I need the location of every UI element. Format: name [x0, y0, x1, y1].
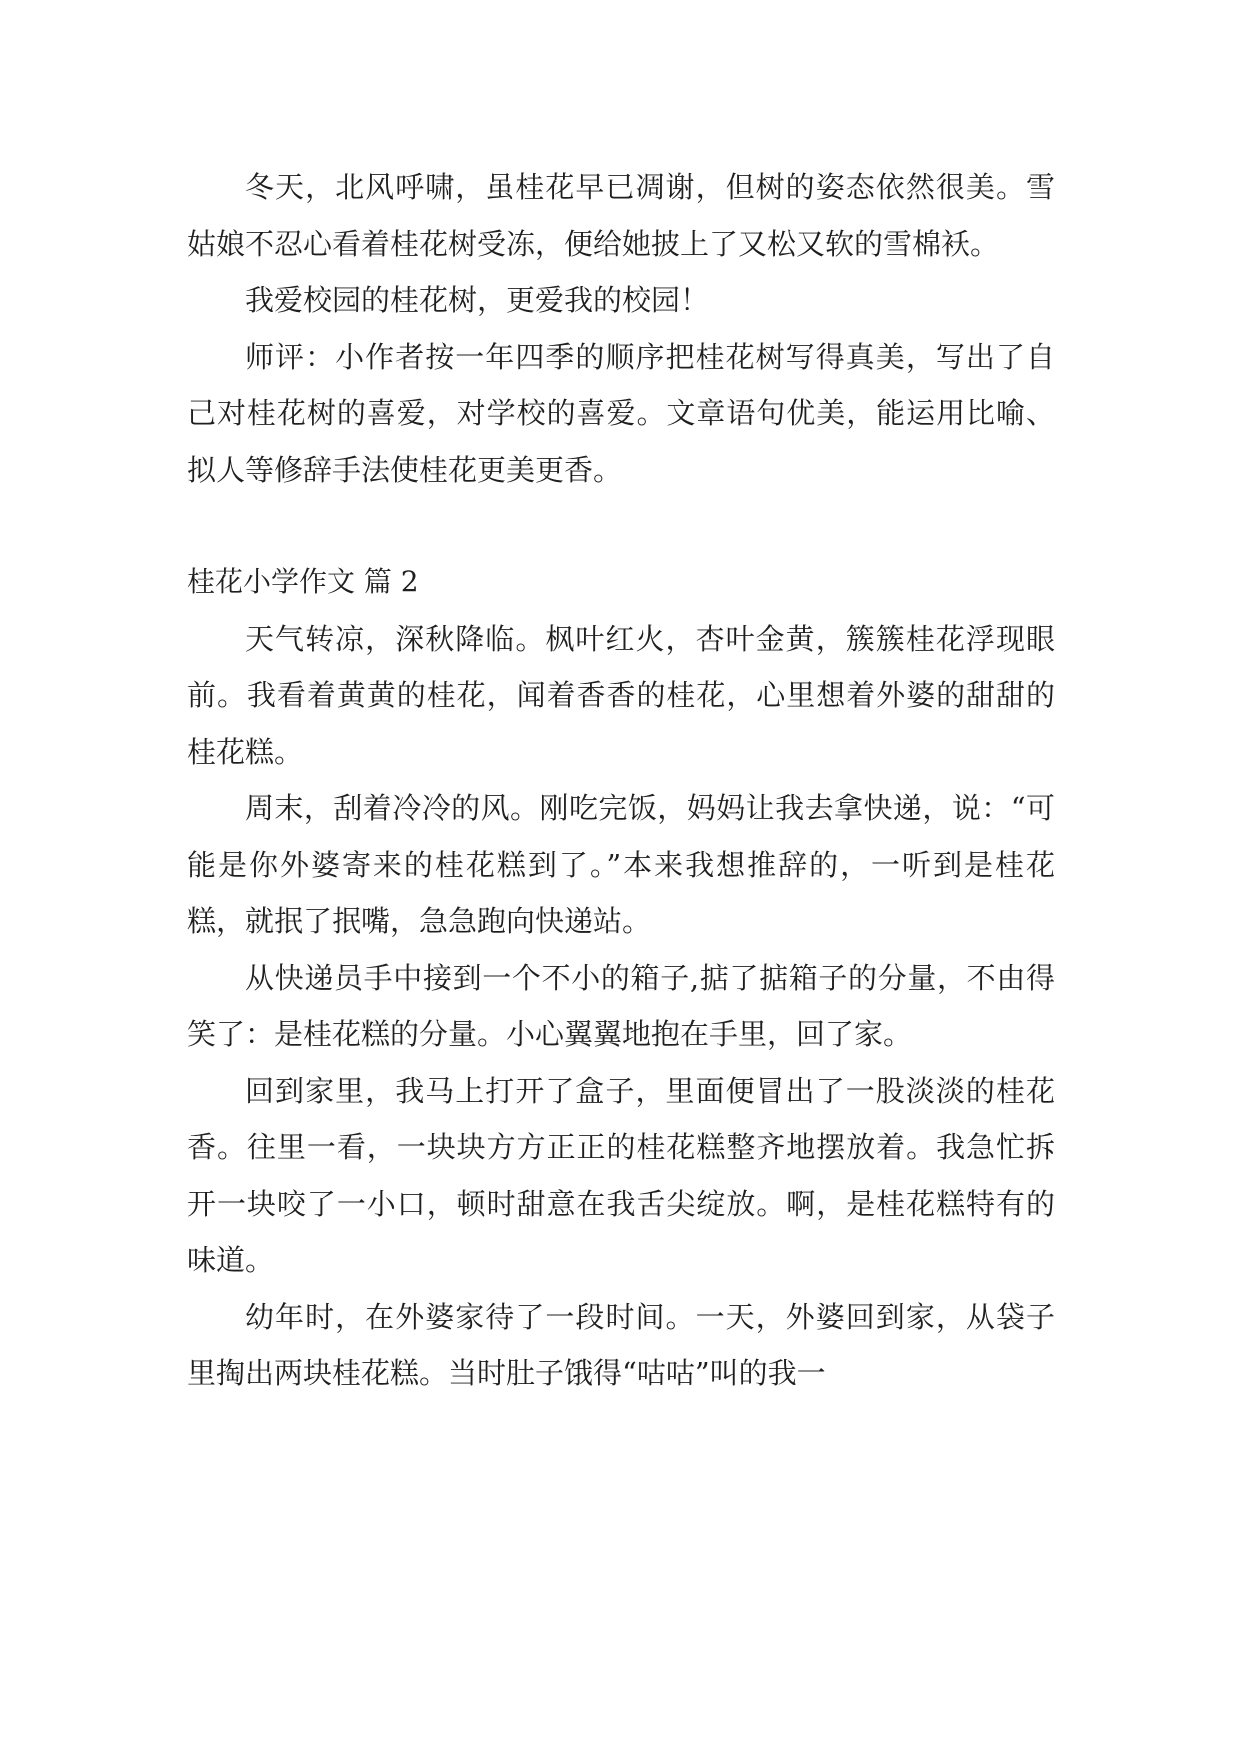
- paragraph-childhood: 幼年时，在外婆家待了一段时间。一天，外婆回到家，从袋子里掏出两块桂花糕。当时肚子饿得“咕咕”叫的我一: [187, 1299, 1055, 1390]
- paragraph-courier: 从快递员手中接到一个不小的箱子,掂了掂箱子的分量，不由得笑了：是桂花糕的分量。小心翼翼地抱在手里，回了家。: [187, 960, 1055, 1051]
- paragraph-winter: 冬天，北风呼啸，虽桂花早已凋谢，但树的姿态依然很美。雪姑娘不忍心看着桂花树受冻，便给她披上了又松又软的雪棉袄。: [187, 170, 1055, 261]
- paragraph-teacher-comment: 师评：小作者按一年四季的顺序把桂花树写得真美，写出了自己对桂花树的喜爱，对学校的喜爱。文章语句优美，能运用比喻、拟人等修辞手法使桂花更美更香。: [187, 339, 1055, 487]
- essay-body: [187, 159, 1055, 1402]
- essay-title: 桂花小学作文 篇 2: [187, 565, 419, 598]
- paragraph-weekend: 周末，刮着冷冷的风。刚吃完饭，妈妈让我去拿快递，说：“可能是你外婆寄来的桂花糕到了。”本来我想推辞的，一听到是桂花糕，就抿了抿嘴，急急跑向快递站。: [187, 791, 1055, 938]
- paragraph-open-box: 回到家里，我马上打开了盒子，里面便冒出了一股淡淡的桂花香。往里一看，一块块方方正正的桂花糕整齐地摆放着。我急忙拆开一块咬了一小口，顿时甜意在我舌尖绽放。啊，是桂花糕特有的味道。: [187, 1073, 1055, 1277]
- paragraph-autumn: 天气转凉，深秋降临。枫叶红火，杏叶金黄，簇簇桂花浮现眼前。我看着黄黄的桂花，闻着香香的桂花，心里想着外婆的甜甜的桂花糕。: [187, 621, 1055, 769]
- paragraph-love-campus: 我爱校园的桂花树，更爱我的校园！: [245, 283, 710, 317]
